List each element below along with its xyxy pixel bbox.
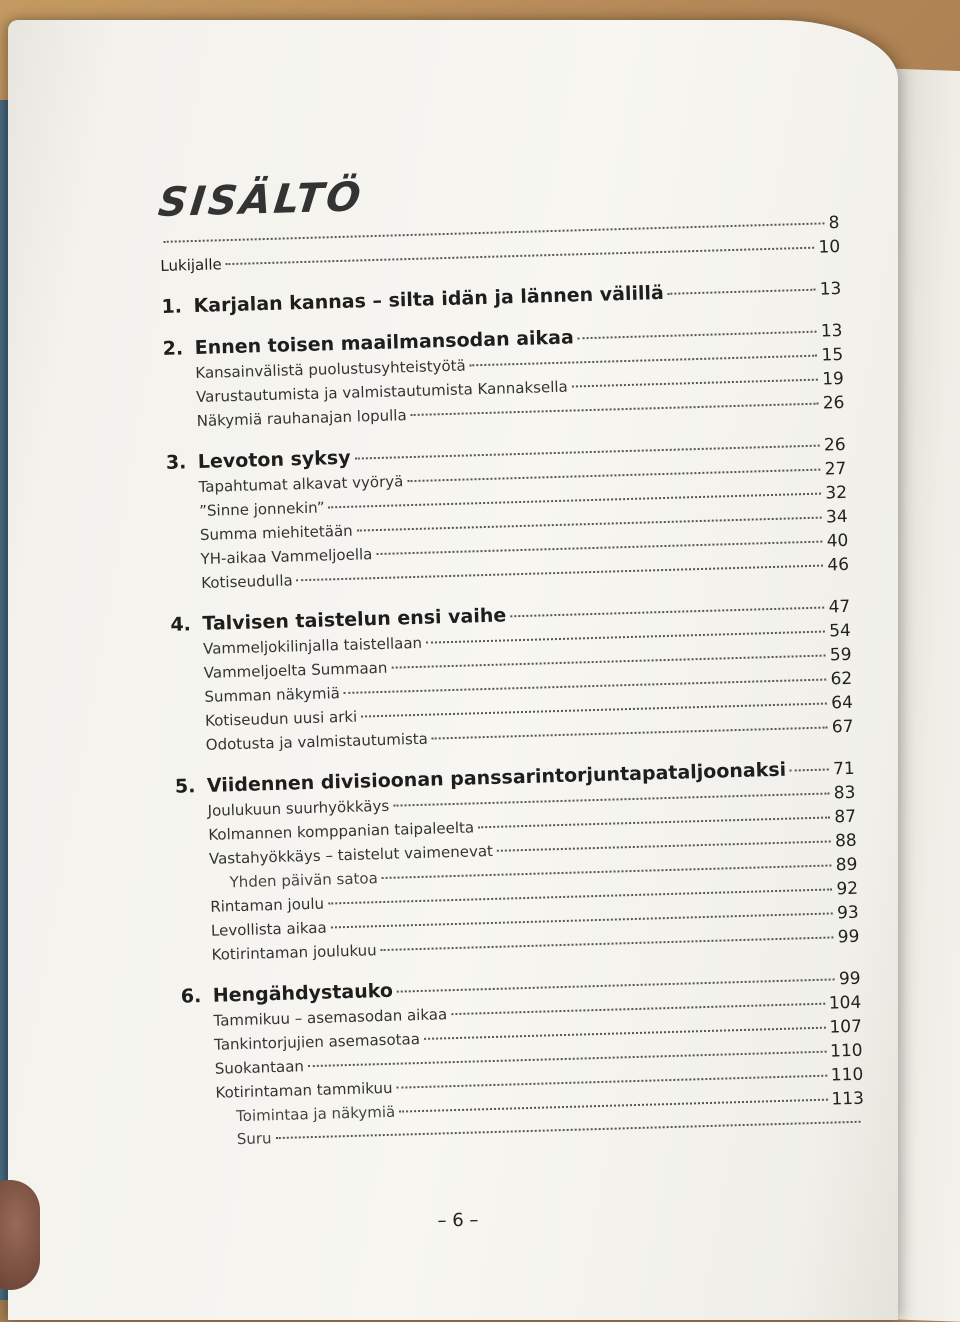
dot-leader [432,727,828,740]
toc-page-number: 107 [829,1016,863,1038]
dot-leader [399,1099,827,1113]
toc-entry-title: Suokantaan [214,1057,305,1078]
dot-leader [361,703,827,718]
toc-page-number: 93 [836,902,860,924]
dot-leader [391,655,826,669]
dot-leader [397,978,835,992]
toc-page-number: 27 [824,458,847,480]
toc-entry-title: Näkymiä rauhanajan lopulla [196,406,407,431]
book-page [8,20,898,1320]
dot-leader [497,840,831,851]
dot-leader [376,541,822,555]
dot-leader [396,1075,826,1089]
dot-leader [381,936,834,951]
dot-leader [451,1003,825,1015]
toc-entry-title: Odotusta ja valmistautumista [205,729,429,754]
toc-page-number: 62 [830,668,853,690]
chapter-number: 3. [165,451,187,474]
toc-entry-title: ”Sinne jonnekin” [199,498,325,520]
dot-leader [578,331,817,340]
toc-entry-title: Kansainvälistä puolustusyhteistyötä [195,356,466,383]
toc-page-number: 87 [834,806,857,828]
dot-leader [308,1051,826,1067]
toc-entry-title: Kotiseudulla [201,571,293,592]
dot-leader [393,792,830,806]
thumb [0,1180,40,1290]
toc-page-number: 59 [829,644,852,666]
chapter-number: 2. [162,337,184,360]
toc-page-number: 8 [828,212,840,234]
toc-page-number: 46 [827,554,850,576]
toc-entry-title: Levollista aikaa [210,918,327,940]
dot-leader [424,1027,826,1040]
dot-leader [382,864,832,879]
toc-entry-title: Levoton syksy [197,446,351,473]
dot-leader [790,768,829,771]
toc-page-number: 113 [831,1088,865,1110]
toc-page-number: 71 [832,758,855,780]
dot-leader [572,379,819,388]
toc-entry-title: Varustautumista ja valmistautumista Kannaksella [195,377,568,407]
toc-page-number: 13 [820,320,843,342]
toc-entry-title: Viidennen divisioonan panssarintorjuntapataljoonaksi [206,758,787,797]
dot-leader [344,679,827,694]
toc-entry-title: Lukijalle [160,255,223,275]
chapter-number: 1. [161,295,183,318]
dot-leader [407,469,820,483]
toc-entry-title: Tapahtumat alkavat vyöryä [198,472,404,496]
dot-leader [357,517,822,532]
dot-leader [411,403,819,416]
toc-entry-title: Vastahyökkäys – taistelut vaimenevat [208,841,494,868]
toc-page-number: 92 [836,878,859,900]
dot-leader [355,445,820,460]
toc-entry-title: Kotiseudun uusi arki [204,707,358,730]
toc-page-number: 32 [825,482,848,504]
table-of-contents [158,161,865,1150]
toc-entry-title: Tankintorjujien asemasotaa [213,1030,421,1054]
dot-leader [329,493,822,509]
toc-page-number: 10 [818,236,841,258]
toc-entry-title: Kotirintaman tammikuu [215,1078,393,1102]
dot-leader [226,247,815,265]
chapter-number: 5. [174,775,196,798]
dot-leader [275,1121,860,1139]
toc-page-number: 26 [823,434,846,456]
dot-leader [328,888,832,904]
dot-leader [478,816,830,828]
toc-page-number: 67 [831,716,854,738]
page-number: – 6 – [437,1209,479,1232]
toc-page-number: 64 [830,692,854,714]
chapter-number: 4. [170,613,192,636]
toc-page-number: 19 [821,368,845,390]
toc-page-number: 99 [837,926,860,948]
toc-page-number: 110 [830,1064,864,1086]
dot-leader [470,355,818,367]
toc-page-number: 110 [829,1040,863,1062]
toc-page-number: 88 [834,830,858,852]
toc-heading: SISÄLTÖ [156,174,366,227]
toc-entry-title: Ennen toisen maailmansodan aikaa [194,326,575,360]
toc-page-number: 83 [833,782,856,804]
toc-entry-title: Vammeljokilinjalla taistellaan [202,633,423,658]
toc-page-number: 34 [825,506,848,528]
toc-entry-title: Karjalan kannas – silta idän ja lännen välillä [193,281,665,318]
toc-entry-title: Talvisen taistelun ensi vaihe [202,604,507,635]
toc-page-number: 26 [822,392,845,414]
toc-entry-title: Rintaman joulu [210,894,325,916]
toc-page-number: 99 [838,968,861,990]
toc-entry-title: Toimintaa ja näkymiä [235,1102,396,1126]
toc-entry-title: Summan näkymiä [204,684,341,706]
toc-entry-title: Suru [236,1129,272,1149]
toc-page-number: 54 [828,620,852,642]
toc-entry-title: Vammeljoelta Summaan [203,658,388,682]
dot-leader [668,289,816,295]
dot-leader [426,631,825,644]
toc-entry-title: Kotirintaman joulukuu [211,941,377,964]
dot-leader [297,565,824,582]
toc-entry-title: Tammikuu – asemasodan aikaa [213,1005,448,1030]
toc-page-number: 13 [819,278,842,300]
toc-entry-title: Joulukuun suurhyökkäys [207,796,390,820]
toc-entry-title: Yhden päivän satoa [229,869,379,892]
toc-page-number: 104 [828,992,862,1014]
dot-leader [510,607,824,618]
toc-page-number: 15 [821,344,844,366]
toc-page-number: 40 [826,530,849,552]
toc-list [159,213,864,1150]
toc-page-number: 89 [835,854,858,876]
toc-entry-title: Hengähdystauko [212,979,394,1007]
toc-entry-title: Summa miehitetään [199,521,353,544]
toc-chapter [161,277,841,318]
toc-entry-title: YH-aikaa Vammeljoella [200,545,373,568]
toc-entry-title: Kolmannen komppanian taipaleelta [208,818,475,844]
dot-leader [331,912,834,928]
toc-page-number: 47 [828,596,851,618]
chapter-number: 6. [180,985,202,1008]
